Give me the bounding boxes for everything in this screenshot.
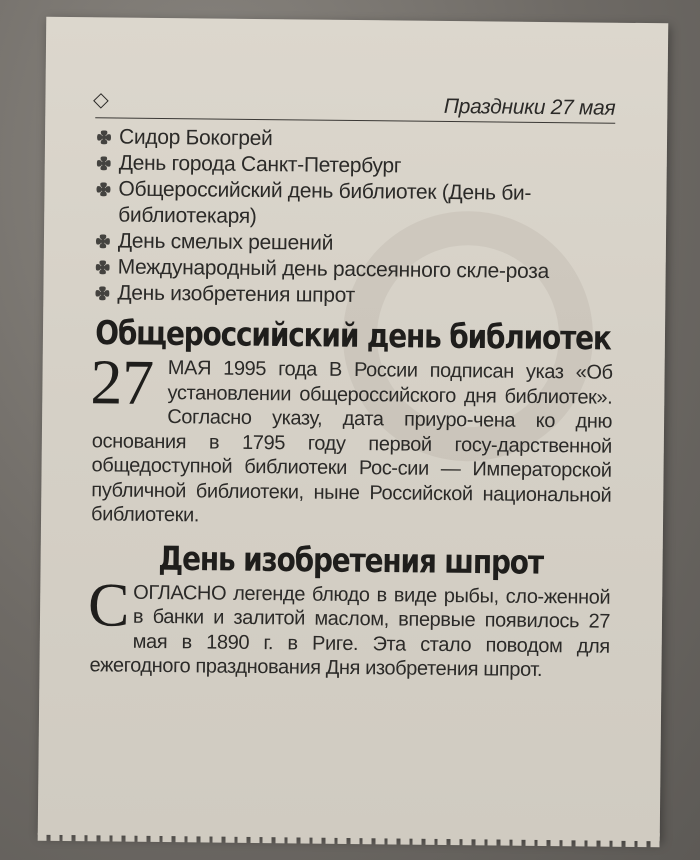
holiday-list	[93, 124, 615, 311]
section-title: Праздники 27 мая	[443, 94, 616, 120]
article-text: ОГЛАСНО легенде блюдо в виде рыбы, сло-женной в банки и залитой маслом, впервые появилось 27 мая в 1890 г. в Риге. Эта стало поводом для ежегодного празднования Дня изобретения шпрот.	[89, 581, 611, 681]
holiday-text: Общероссийский день библиотек (День би-библиотекаря)	[118, 177, 532, 228]
section-header	[95, 91, 615, 123]
flower-icon	[95, 286, 109, 300]
article-body-sprats	[87, 570, 611, 683]
article-title-libraries: Общероссийский день библиотек	[95, 313, 611, 358]
dropcap-number: 27	[90, 346, 155, 418]
article-text: МАЯ 1995 года В России подписан указ «Об установлении общероссийского дня библиотек». Согласно указу, дата приуро-чена ко дню основания в 1795 году первой госу-дарственной общедоступной библиотеки Рос-сии — Императорской публичной библиотеки, ныне Российской национальной библиотеки.	[90, 357, 613, 527]
dropcap-letter: С	[87, 570, 130, 640]
flower-icon	[96, 234, 110, 248]
flower-icon	[97, 156, 111, 170]
holiday-text: Международный день рассеянного скле-роза	[117, 255, 550, 284]
holiday-text: День города Санкт-Петербург	[118, 151, 402, 178]
holiday-text: День смелых решений	[117, 229, 334, 255]
flower-icon	[96, 260, 110, 274]
newspaper-clipping	[38, 17, 669, 841]
flower-icon	[96, 182, 110, 196]
list-item	[94, 176, 615, 233]
article-body-libraries	[90, 346, 613, 532]
holiday-text: Сидор Бокогрей	[118, 125, 273, 151]
holiday-text: День изобретения шпрот	[117, 281, 356, 308]
diamond-icon	[93, 93, 109, 109]
list-item	[93, 280, 613, 311]
clipping-content	[89, 91, 615, 683]
show-through-table	[78, 737, 619, 813]
flower-icon	[97, 130, 111, 144]
article-title-sprats: День изобретения шпрот	[158, 538, 544, 582]
